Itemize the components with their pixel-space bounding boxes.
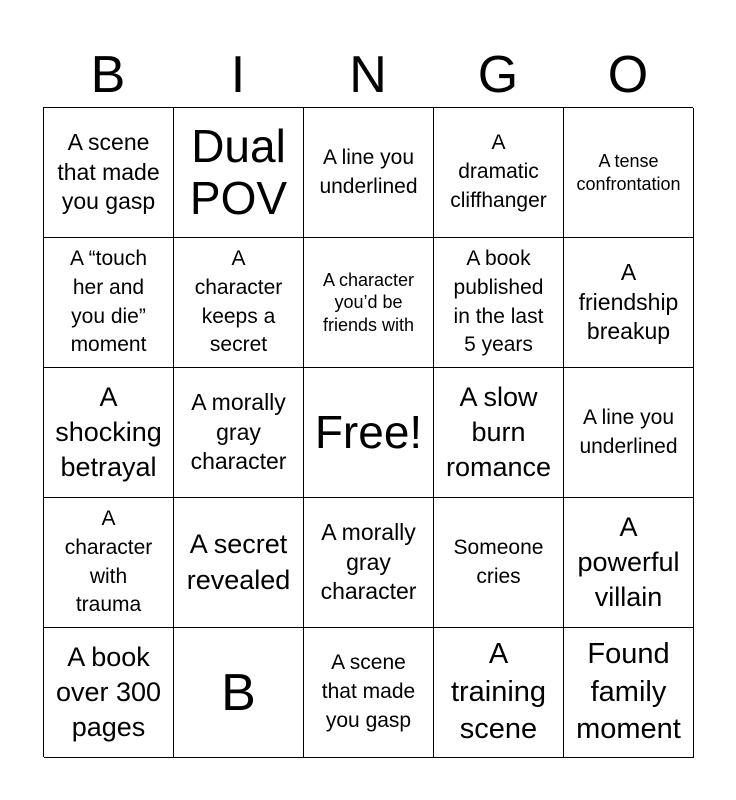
cell-text: A morally gray character [320,518,417,605]
bingo-cell[interactable] [564,368,694,498]
bingo-cell[interactable] [174,368,304,498]
bingo-cell[interactable] [44,368,174,498]
bingo-cell[interactable] [564,498,694,628]
bingo-cell[interactable] [304,238,434,368]
bingo-header [43,44,693,106]
bingo-cell[interactable] [564,108,694,238]
cell-text: Found family moment [576,637,681,746]
header-letter-b: B [90,46,126,104]
cell-text: A secret revealed [186,529,291,595]
cell-text: A character keeps a secret [194,246,283,357]
bingo-cell[interactable] [434,108,564,238]
cell-text: A “touch her and you die” moment [69,246,148,357]
cell-text: A scene that made you gasp [321,651,416,732]
bingo-board [43,107,693,757]
cell-text: B [221,663,256,722]
cell-text: A line you underlined [579,405,678,458]
bingo-cell[interactable] [434,368,564,498]
bingo-cell[interactable] [434,628,564,758]
bingo-cell[interactable] [44,628,174,758]
bingo-cell[interactable] [304,498,434,628]
bingo-cell[interactable] [434,238,564,368]
cell-text: A character with trauma [64,506,153,617]
bingo-cell[interactable] [174,238,304,368]
cell-text: A character you’d be friends with [322,269,415,335]
cell-text: Dual POV [189,119,288,224]
cell-text: A morally gray character [190,388,287,475]
cell-text: A line you underlined [319,145,418,198]
header-letter-o: O [607,46,649,104]
header-letter-g: G [477,46,519,104]
bingo-cell[interactable] [304,628,434,758]
bingo-cell[interactable] [44,108,174,238]
bingo-cell[interactable] [174,498,304,628]
bingo-cell[interactable] [174,628,304,758]
cell-text: A powerful villain [577,511,680,613]
cell-text: A scene that made you gasp [57,128,160,215]
bingo-cell[interactable] [564,238,694,368]
bingo-free-cell[interactable] [304,368,434,498]
cell-text: Someone cries [453,535,544,588]
cell-text: A training scene [450,637,547,746]
bingo-cell[interactable] [564,628,694,758]
bingo-cell[interactable] [44,498,174,628]
header-letter-i: I [230,46,246,104]
header-letter-n: N [349,46,387,104]
cell-text: A shocking betrayal [55,381,162,483]
bingo-cell[interactable] [304,108,434,238]
cell-text: A tense confrontation [576,151,681,194]
free-space-label: Free! [314,405,423,458]
cell-text: A book published in the last 5 years [453,246,544,357]
bingo-cell[interactable] [434,498,564,628]
cell-text: A book over 300 pages [55,641,162,743]
cell-text: A slow burn romance [445,381,552,483]
bingo-cell[interactable] [174,108,304,238]
bingo-cell[interactable] [44,238,174,368]
cell-text: A dramatic cliffhanger [450,131,547,212]
cell-text: A friendship breakup [578,258,679,345]
